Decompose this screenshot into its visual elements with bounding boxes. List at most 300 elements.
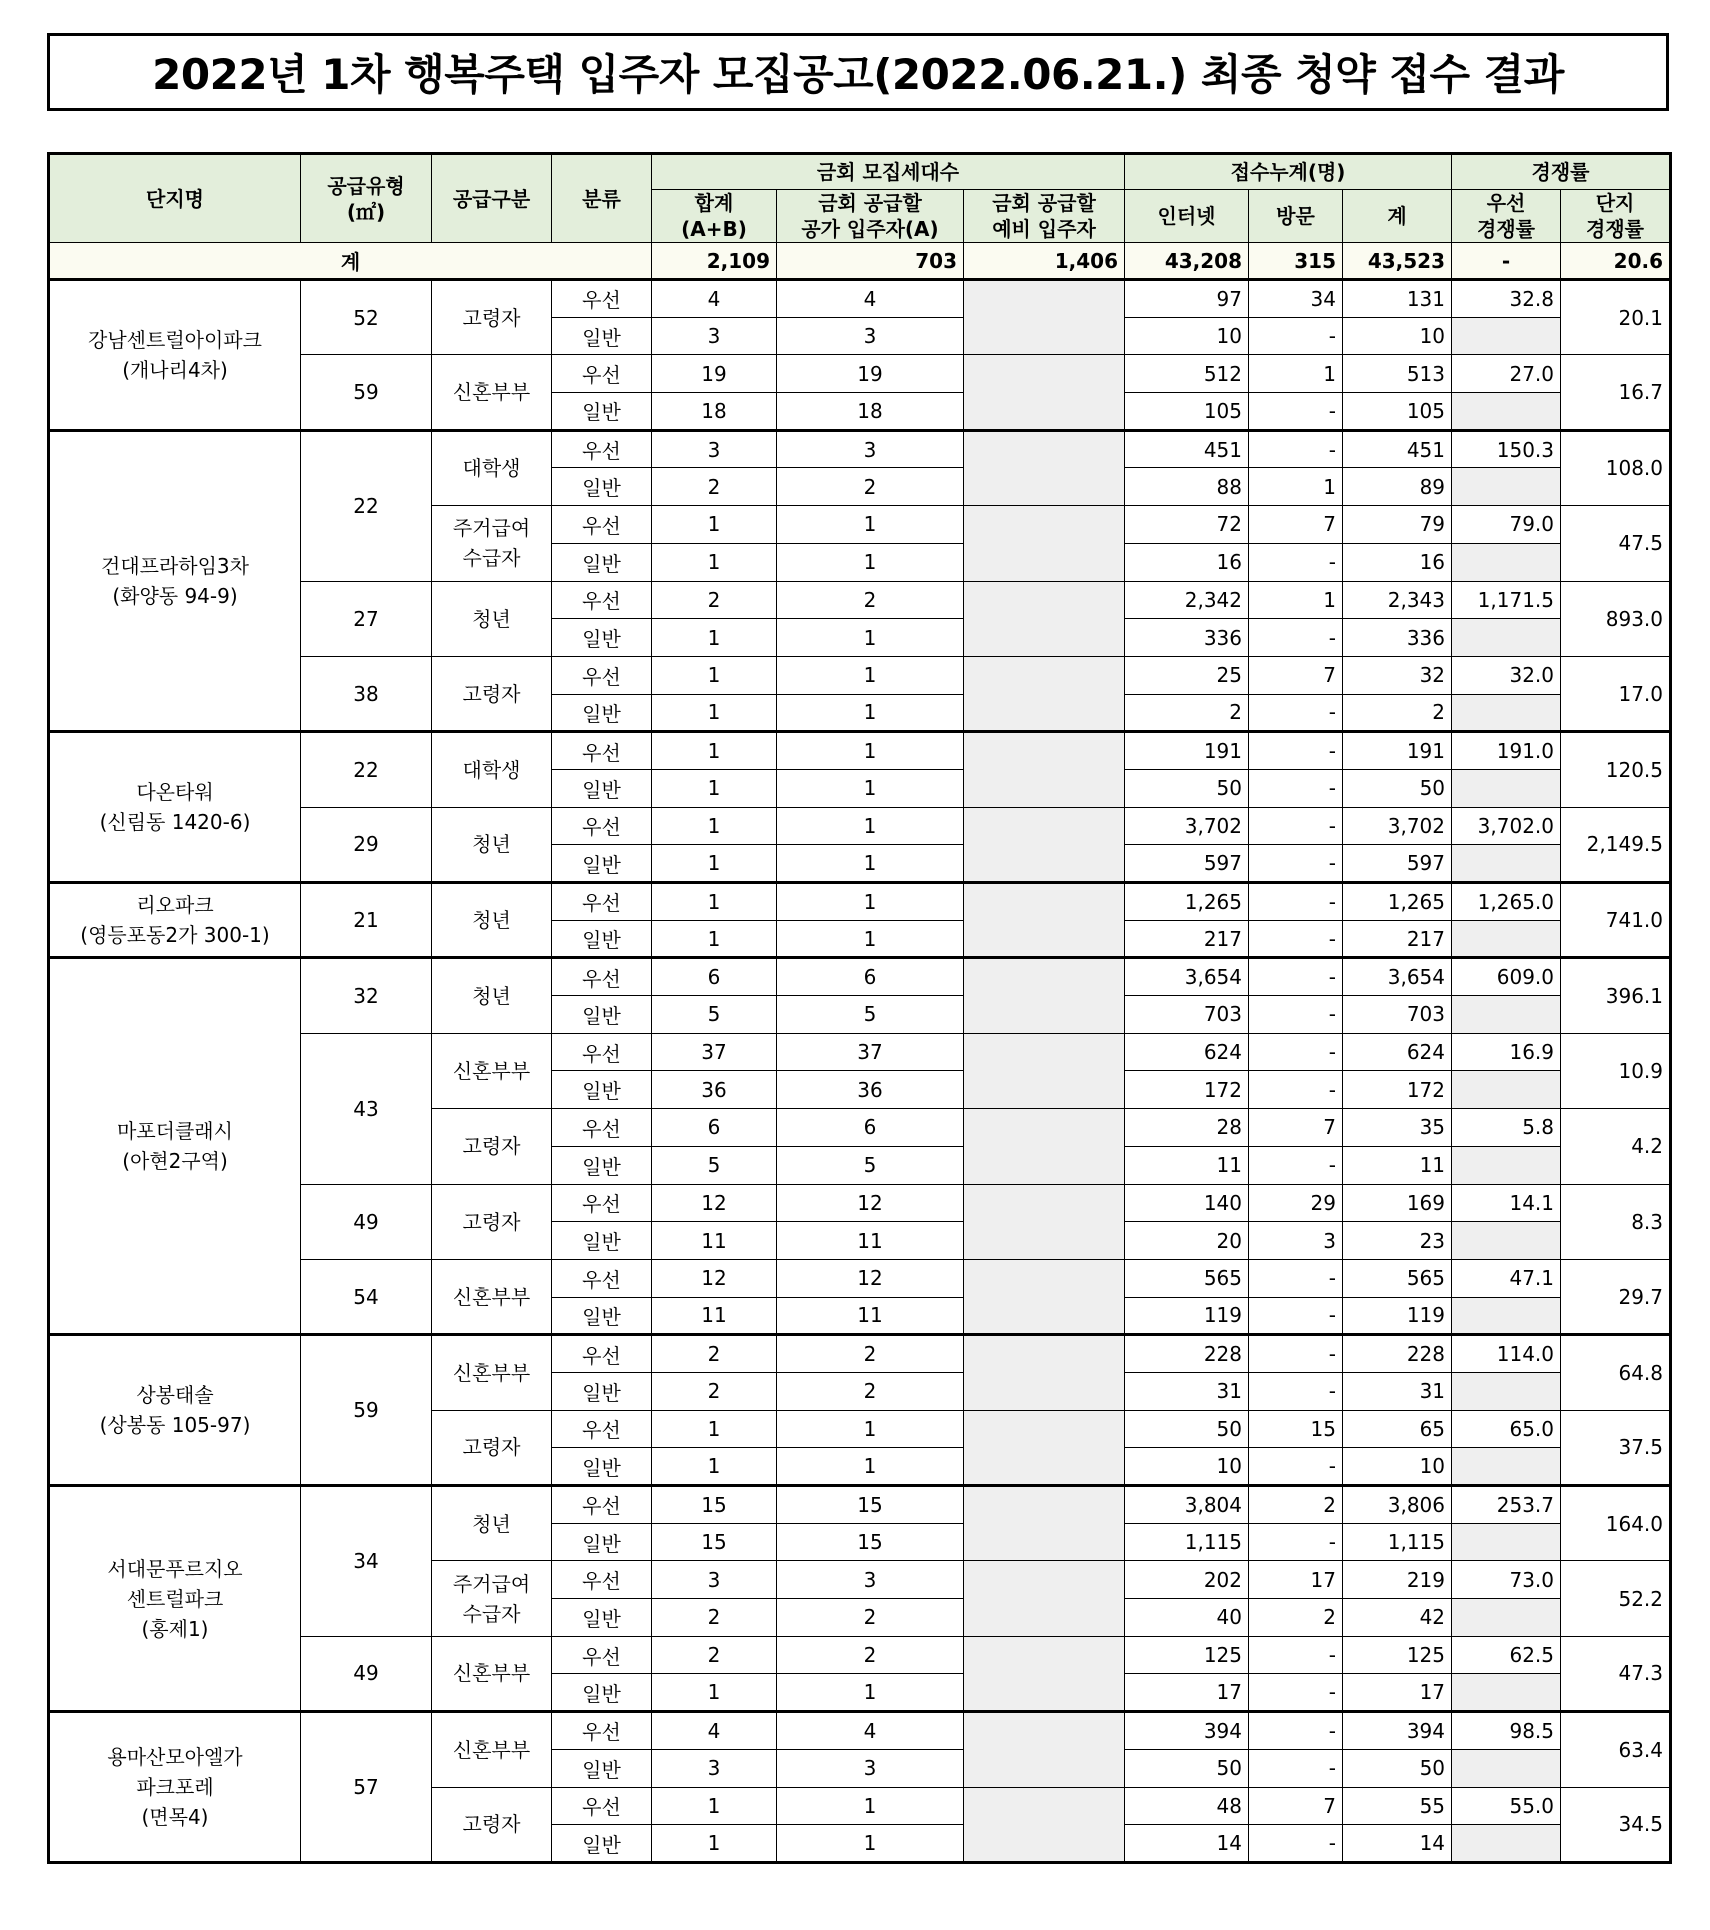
total-ab-cell: 1 (652, 883, 777, 921)
complex-name-line: (화양동 94-9) (112, 584, 238, 608)
complex-competition-cell: 29.7 (1561, 1259, 1671, 1334)
total-ab-cell: 2 (652, 468, 777, 506)
complex-name-cell (49, 1335, 301, 1486)
category-cell: 일반 (552, 694, 652, 732)
supply-a-cell: 15 (777, 1523, 964, 1561)
header-priority-comp-line2: 경쟁률 (1477, 217, 1535, 241)
supply-division-line: 주거급여 (452, 516, 531, 541)
reserve-cell (964, 1636, 1125, 1711)
category-cell: 우선 (552, 1712, 652, 1750)
complex-name-line: (영등포동2가 300-1) (80, 923, 270, 948)
internet-cell: 125 (1125, 1636, 1249, 1674)
supply-division-line: 고령자 (462, 681, 521, 706)
category-cell: 우선 (552, 1561, 652, 1599)
visit-cell: - (1249, 1712, 1343, 1750)
supply-division-cell (432, 1486, 552, 1561)
supply-a-cell: 18 (777, 393, 964, 431)
priority-competition-cell: 73.0 (1452, 1561, 1561, 1599)
table-row (49, 1486, 1671, 1524)
internet-cell: 50 (1125, 1749, 1249, 1787)
internet-cell: 1,265 (1125, 883, 1249, 921)
internet-cell: 512 (1125, 355, 1249, 393)
internet-cell: 50 (1125, 769, 1249, 807)
category-cell: 일반 (552, 1146, 652, 1184)
visit-cell: - (1249, 1033, 1343, 1071)
reserve-cell (964, 430, 1125, 505)
complex-name-cell (49, 1712, 301, 1863)
total-ab-cell: 1 (652, 506, 777, 544)
internet-cell: 72 (1125, 506, 1249, 544)
sum-cell: 451 (1343, 430, 1452, 468)
priority-competition-empty-cell (1452, 1749, 1561, 1787)
visit-cell: 3 (1249, 1222, 1343, 1260)
complex-competition-cell: 2,149.5 (1561, 807, 1671, 882)
complex-competition-cell: 16.7 (1561, 355, 1671, 430)
reserve-cell (964, 883, 1125, 958)
header-complex-comp-line1: 단지 (1595, 191, 1635, 215)
category-cell: 일반 (552, 1523, 652, 1561)
supply-division-line: 청년 (472, 908, 511, 933)
category-cell: 우선 (552, 581, 652, 619)
category-cell: 우선 (552, 958, 652, 996)
visit-cell: - (1249, 393, 1343, 431)
supply-area-cell: 57 (301, 1712, 432, 1863)
supply-a-cell: 36 (777, 1071, 964, 1109)
total-ab-cell: 37 (652, 1033, 777, 1071)
totals-sum: 43,523 (1343, 243, 1452, 280)
sum-cell: 219 (1343, 1561, 1452, 1599)
visit-cell: 2 (1249, 1486, 1343, 1524)
table-header (49, 154, 1671, 243)
sum-cell: 14 (1343, 1825, 1452, 1863)
priority-competition-cell: 3,702.0 (1452, 807, 1561, 845)
internet-cell: 597 (1125, 845, 1249, 883)
complex-name-line: (상봉동 105-97) (99, 1413, 251, 1438)
total-ab-cell: 1 (652, 656, 777, 694)
sum-cell: 65 (1343, 1410, 1452, 1448)
sum-cell: 23 (1343, 1222, 1452, 1260)
internet-cell: 451 (1125, 430, 1249, 468)
supply-division-cell (432, 506, 552, 581)
supply-division-line: 청년 (472, 606, 511, 631)
supply-a-cell: 1 (777, 1674, 964, 1712)
priority-competition-empty-cell (1452, 1523, 1561, 1561)
supply-a-cell: 1 (777, 883, 964, 921)
total-ab-cell: 2 (652, 1335, 777, 1373)
priority-competition-cell: 79.0 (1452, 506, 1561, 544)
internet-cell: 217 (1125, 920, 1249, 958)
supply-a-cell: 11 (777, 1297, 964, 1335)
total-ab-cell: 2 (652, 1372, 777, 1410)
internet-cell: 394 (1125, 1712, 1249, 1750)
table-row (49, 1335, 1671, 1373)
priority-competition-cell: 1,265.0 (1452, 883, 1561, 921)
supply-a-cell: 5 (777, 996, 964, 1034)
supply-area-cell: 38 (301, 656, 432, 731)
category-cell: 우선 (552, 355, 652, 393)
sum-cell: 3,806 (1343, 1486, 1452, 1524)
visit-cell: - (1249, 619, 1343, 657)
sum-cell: 55 (1343, 1787, 1452, 1825)
priority-competition-cell: 55.0 (1452, 1787, 1561, 1825)
header-supply-a-line2: 공가 입주자(A) (801, 217, 939, 241)
total-ab-cell: 15 (652, 1486, 777, 1524)
header-category: 분류 (552, 154, 652, 243)
sum-cell: 169 (1343, 1184, 1452, 1222)
total-ab-cell: 3 (652, 1561, 777, 1599)
complex-competition-cell: 37.5 (1561, 1410, 1671, 1485)
sum-cell: 2,343 (1343, 581, 1452, 619)
complex-competition-cell: 164.0 (1561, 1486, 1671, 1561)
visit-cell: 1 (1249, 355, 1343, 393)
totals-priority-competition: - (1452, 243, 1561, 280)
complex-name-cell (49, 732, 301, 883)
category-cell: 우선 (552, 1636, 652, 1674)
total-ab-cell: 1 (652, 732, 777, 770)
supply-a-cell: 6 (777, 958, 964, 996)
totals-complex-competition: 20.6 (1561, 243, 1671, 280)
visit-cell: - (1249, 883, 1343, 921)
results-table (47, 152, 1672, 1864)
complex-competition-cell: 20.1 (1561, 280, 1671, 355)
complex-competition-cell: 47.3 (1561, 1636, 1671, 1711)
supply-area-cell: 29 (301, 807, 432, 882)
priority-competition-empty-cell (1452, 1448, 1561, 1486)
complex-name-cell (49, 280, 301, 431)
category-cell: 우선 (552, 1787, 652, 1825)
supply-area-cell: 52 (301, 280, 432, 355)
visit-cell: - (1249, 1523, 1343, 1561)
supply-division-cell (432, 1787, 552, 1862)
supply-division-line: 주거급여 (452, 1571, 531, 1596)
header-priority-comp-line1: 우선 (1486, 191, 1526, 215)
internet-cell: 28 (1125, 1109, 1249, 1147)
supply-division-line: 청년 (472, 1511, 511, 1536)
category-cell: 우선 (552, 280, 652, 318)
total-ab-cell: 3 (652, 430, 777, 468)
totals-internet: 43,208 (1125, 243, 1249, 280)
reserve-cell (964, 1486, 1125, 1561)
total-ab-cell: 15 (652, 1523, 777, 1561)
visit-cell: - (1249, 1674, 1343, 1712)
visit-cell: - (1249, 317, 1343, 355)
header-total-ab-line1: 합계 (694, 191, 734, 215)
supply-a-cell: 3 (777, 1749, 964, 1787)
priority-competition-cell: 191.0 (1452, 732, 1561, 770)
visit-cell: - (1249, 996, 1343, 1034)
sum-cell: 131 (1343, 280, 1452, 318)
supply-a-cell: 1 (777, 694, 964, 732)
internet-cell: 10 (1125, 1448, 1249, 1486)
total-ab-cell: 3 (652, 317, 777, 355)
internet-cell: 2,342 (1125, 581, 1249, 619)
reserve-cell (964, 280, 1125, 355)
category-cell: 우선 (552, 506, 652, 544)
complex-name-line: (홍제1) (141, 1616, 209, 1641)
supply-division-cell (432, 1033, 552, 1108)
internet-cell: 3,804 (1125, 1486, 1249, 1524)
sum-cell: 3,654 (1343, 958, 1452, 996)
header-internet: 인터넷 (1125, 190, 1249, 243)
sum-cell: 1,265 (1343, 883, 1452, 921)
visit-cell: - (1249, 1335, 1343, 1373)
priority-competition-empty-cell (1452, 1222, 1561, 1260)
sum-cell: 217 (1343, 920, 1452, 958)
total-ab-cell: 5 (652, 1146, 777, 1184)
priority-competition-empty-cell (1452, 543, 1561, 581)
priority-competition-empty-cell (1452, 468, 1561, 506)
supply-area-cell: 49 (301, 1184, 432, 1259)
total-ab-cell: 1 (652, 543, 777, 581)
total-ab-cell: 1 (652, 769, 777, 807)
visit-cell: - (1249, 430, 1343, 468)
total-ab-cell: 2 (652, 1636, 777, 1674)
visit-cell: 7 (1249, 656, 1343, 694)
total-ab-cell: 6 (652, 1109, 777, 1147)
internet-cell: 88 (1125, 468, 1249, 506)
sum-cell: 703 (1343, 996, 1452, 1034)
priority-competition-cell: 16.9 (1452, 1033, 1561, 1071)
category-cell: 우선 (552, 656, 652, 694)
priority-competition-cell: 609.0 (1452, 958, 1561, 996)
priority-competition-empty-cell (1452, 1599, 1561, 1637)
complex-competition-cell: 108.0 (1561, 430, 1671, 505)
supply-a-cell: 1 (777, 543, 964, 581)
supply-division-line: 고령자 (462, 305, 521, 330)
totals-visit: 315 (1249, 243, 1343, 280)
supply-a-cell: 1 (777, 656, 964, 694)
supply-area-cell: 21 (301, 883, 432, 958)
sum-cell: 11 (1343, 1146, 1452, 1184)
internet-cell: 3,654 (1125, 958, 1249, 996)
header-total-ab (652, 190, 777, 243)
category-cell: 일반 (552, 543, 652, 581)
header-group-competition: 경쟁률 (1452, 154, 1671, 190)
supply-division-cell (432, 1184, 552, 1259)
supply-division-line: 대학생 (462, 757, 521, 782)
category-cell: 우선 (552, 1486, 652, 1524)
supply-area-cell: 54 (301, 1259, 432, 1334)
supply-area-cell: 59 (301, 355, 432, 430)
reserve-cell (964, 1787, 1125, 1862)
complex-name-line: 파크포레 (136, 1775, 214, 1799)
visit-cell: - (1249, 1071, 1343, 1109)
complex-competition-cell: 741.0 (1561, 883, 1671, 958)
complex-name-line: 마포더클래시 (117, 1119, 233, 1144)
internet-cell: 624 (1125, 1033, 1249, 1071)
total-ab-cell: 11 (652, 1297, 777, 1335)
visit-cell: 17 (1249, 1561, 1343, 1599)
category-cell: 일반 (552, 1674, 652, 1712)
visit-cell: - (1249, 543, 1343, 581)
header-group-recruit: 금회 모집세대수 (652, 154, 1125, 190)
complex-competition-cell: 396.1 (1561, 958, 1671, 1033)
supply-division-line: 신혼부부 (452, 1058, 531, 1083)
supply-a-cell: 1 (777, 732, 964, 770)
internet-cell: 10 (1125, 317, 1249, 355)
complex-name-line: 강남센트럴아이파크 (88, 327, 262, 352)
reserve-cell (964, 506, 1125, 581)
visit-cell: 29 (1249, 1184, 1343, 1222)
priority-competition-empty-cell (1452, 694, 1561, 732)
category-cell: 일반 (552, 1825, 652, 1863)
reserve-cell (964, 1561, 1125, 1636)
total-ab-cell: 1 (652, 1448, 777, 1486)
supply-a-cell: 1 (777, 920, 964, 958)
supply-a-cell: 6 (777, 1109, 964, 1147)
supply-area-cell: 59 (301, 1335, 432, 1486)
complex-name-line: (신림동 1420-6) (99, 810, 251, 835)
supply-a-cell: 1 (777, 1448, 964, 1486)
complex-name-line: 상봉태솔 (136, 1383, 214, 1408)
visit-cell: - (1249, 769, 1343, 807)
internet-cell: 228 (1125, 1335, 1249, 1373)
supply-area-cell: 34 (301, 1486, 432, 1637)
supply-area-cell: 49 (301, 1636, 432, 1711)
complex-name-line: 다온타워 (136, 780, 214, 805)
priority-competition-empty-cell (1452, 1372, 1561, 1410)
total-ab-cell: 1 (652, 1674, 777, 1712)
sum-cell: 16 (1343, 543, 1452, 581)
visit-cell: - (1249, 1448, 1343, 1486)
priority-competition-cell: 5.8 (1452, 1109, 1561, 1147)
supply-division-cell (432, 1636, 552, 1711)
supply-division-cell (432, 581, 552, 656)
priority-competition-empty-cell (1452, 1146, 1561, 1184)
supply-a-cell: 4 (777, 280, 964, 318)
priority-competition-empty-cell (1452, 393, 1561, 431)
supply-division-line: 신혼부부 (452, 1661, 531, 1686)
priority-competition-empty-cell (1452, 920, 1561, 958)
complex-name-cell (49, 1486, 301, 1712)
priority-competition-cell: 65.0 (1452, 1410, 1561, 1448)
supply-a-cell: 37 (777, 1033, 964, 1071)
sum-cell: 79 (1343, 506, 1452, 544)
total-ab-cell: 3 (652, 1749, 777, 1787)
complex-name-line: 용마산모아엘가 (107, 1745, 243, 1769)
supply-division-cell (432, 355, 552, 430)
category-cell: 우선 (552, 1109, 652, 1147)
total-ab-cell: 1 (652, 1410, 777, 1448)
priority-competition-empty-cell (1452, 845, 1561, 883)
priority-competition-cell: 32.8 (1452, 280, 1561, 318)
supply-division-cell (432, 656, 552, 731)
sum-cell: 119 (1343, 1297, 1452, 1335)
header-group-applicants: 접수누계(명) (1125, 154, 1452, 190)
totals-supply-a: 703 (777, 243, 964, 280)
sum-cell: 336 (1343, 619, 1452, 657)
total-ab-cell: 11 (652, 1222, 777, 1260)
total-ab-cell: 4 (652, 1712, 777, 1750)
category-cell: 일반 (552, 393, 652, 431)
header-complex: 단지명 (49, 154, 301, 243)
sum-cell: 597 (1343, 845, 1452, 883)
complex-name-cell (49, 958, 301, 1335)
complex-name-cell (49, 430, 301, 732)
supply-division-line: 신혼부부 (452, 1737, 531, 1762)
category-cell: 일반 (552, 619, 652, 657)
table-row (49, 883, 1671, 921)
complex-competition-cell: 34.5 (1561, 1787, 1671, 1862)
supply-division-cell (432, 1109, 552, 1184)
header-supply-type (301, 154, 432, 243)
supply-a-cell: 11 (777, 1222, 964, 1260)
total-ab-cell: 2 (652, 581, 777, 619)
supply-division-line: 수급자 (462, 1601, 521, 1626)
title-box (47, 33, 1669, 111)
visit-cell: 7 (1249, 506, 1343, 544)
visit-cell: - (1249, 1825, 1343, 1863)
total-ab-cell: 5 (652, 996, 777, 1034)
total-ab-cell: 1 (652, 1825, 777, 1863)
category-cell: 일반 (552, 468, 652, 506)
header-reserve-line1: 금회 공급할 (992, 191, 1096, 215)
sum-cell: 565 (1343, 1259, 1452, 1297)
internet-cell: 25 (1125, 656, 1249, 694)
category-cell: 우선 (552, 1184, 652, 1222)
header-complex-competition (1561, 190, 1671, 243)
internet-cell: 20 (1125, 1222, 1249, 1260)
priority-competition-cell: 114.0 (1452, 1335, 1561, 1373)
category-cell: 일반 (552, 1297, 652, 1335)
sum-cell: 172 (1343, 1071, 1452, 1109)
visit-cell: 15 (1249, 1410, 1343, 1448)
complex-name-line: (아현2구역) (122, 1149, 228, 1174)
sum-cell: 394 (1343, 1712, 1452, 1750)
priority-competition-empty-cell (1452, 1071, 1561, 1109)
reserve-cell (964, 1109, 1125, 1184)
priority-competition-empty-cell (1452, 1674, 1561, 1712)
sum-cell: 3,702 (1343, 807, 1452, 845)
sum-cell: 10 (1343, 317, 1452, 355)
internet-cell: 17 (1125, 1674, 1249, 1712)
supply-division-line: 대학생 (462, 456, 521, 481)
priority-competition-empty-cell (1452, 1297, 1561, 1335)
header-supply-type-line1: 공급유형 (327, 173, 405, 198)
supply-area-cell: 22 (301, 732, 432, 807)
visit-cell: 1 (1249, 581, 1343, 619)
complex-name-line: 서대문푸르지오 (107, 1556, 243, 1581)
total-ab-cell: 19 (652, 355, 777, 393)
supply-division-cell (432, 883, 552, 958)
supply-division-cell (432, 958, 552, 1033)
internet-cell: 50 (1125, 1410, 1249, 1448)
priority-competition-cell: 150.3 (1452, 430, 1561, 468)
complex-competition-cell: 8.3 (1561, 1184, 1671, 1259)
visit-cell: 2 (1249, 1599, 1343, 1637)
supply-a-cell: 1 (777, 1787, 964, 1825)
supply-division-line: 수급자 (462, 546, 521, 571)
table-body (49, 243, 1671, 1863)
internet-cell: 1,115 (1125, 1523, 1249, 1561)
supply-a-cell: 1 (777, 506, 964, 544)
supply-division-line: 청년 (472, 832, 511, 857)
supply-division-cell (432, 807, 552, 882)
totals-total-ab: 2,109 (652, 243, 777, 280)
header-sum: 계 (1343, 190, 1452, 243)
visit-cell: 7 (1249, 1109, 1343, 1147)
total-ab-cell: 4 (652, 280, 777, 318)
complex-competition-cell: 4.2 (1561, 1109, 1671, 1184)
category-cell: 우선 (552, 807, 652, 845)
visit-cell: - (1249, 958, 1343, 996)
category-cell: 일반 (552, 317, 652, 355)
reserve-cell (964, 1033, 1125, 1108)
reserve-cell (964, 1259, 1125, 1334)
sum-cell: 35 (1343, 1109, 1452, 1147)
category-cell: 일반 (552, 769, 652, 807)
visit-cell: - (1249, 1259, 1343, 1297)
